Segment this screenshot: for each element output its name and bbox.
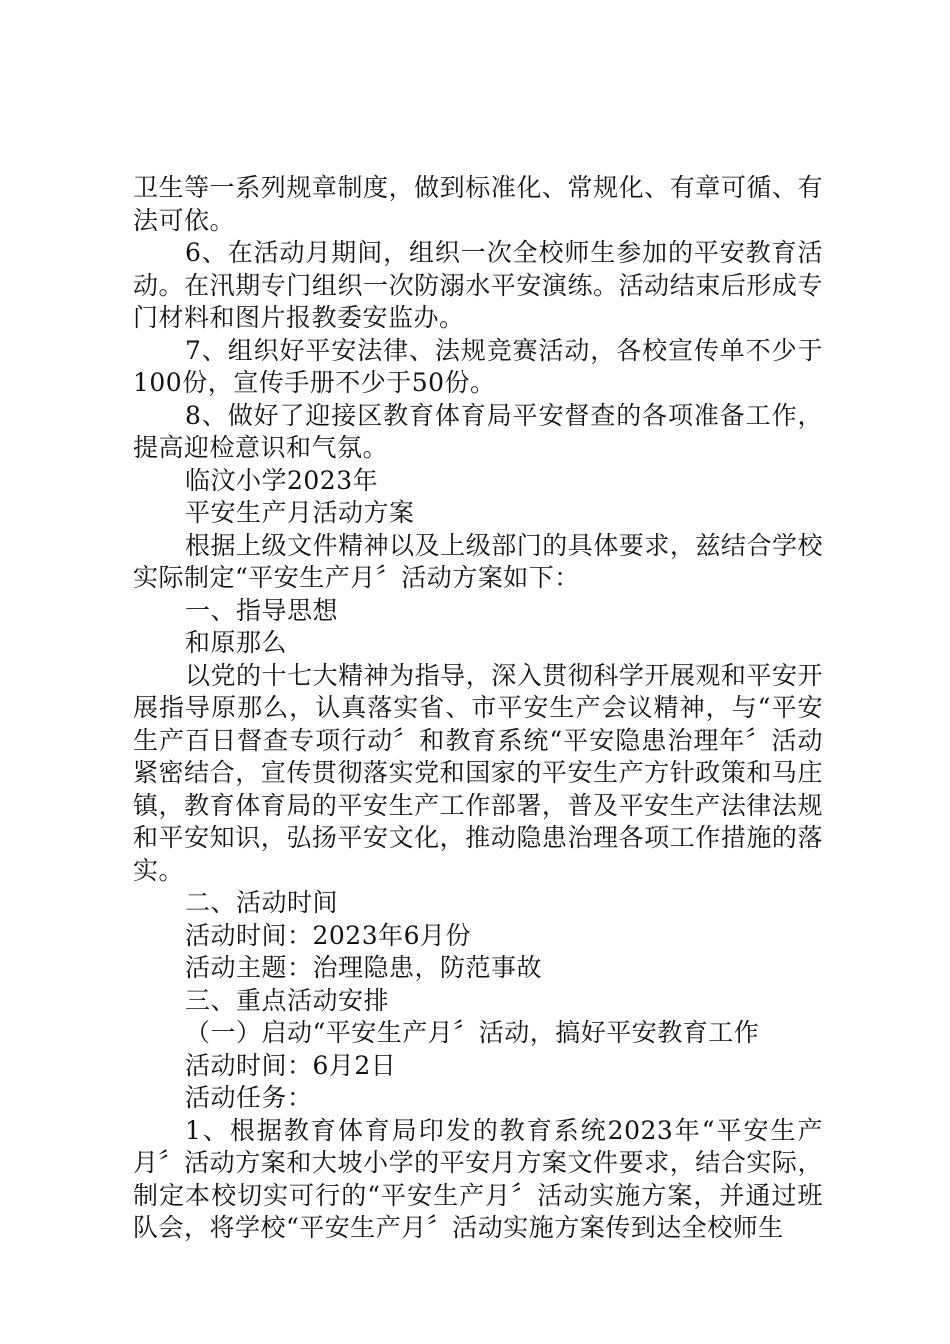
section-heading-principles: 和原那么	[185, 628, 288, 657]
paragraph-activity-time: 活动时间：2023年6月份	[185, 920, 472, 950]
subsection-heading-launch: （一）启动“平安生产月〞活动，搞好平安教育工作	[185, 1018, 760, 1047]
paragraph-tasks-label: 活动任务：	[185, 1083, 313, 1112]
document-title-plan: 平安生产月活动方案	[185, 498, 415, 527]
document-body	[133, 172, 823, 1245]
document-title-school: 临汶小学2023年	[185, 465, 379, 495]
paragraph-launch-time: 活动时间：6月2日	[185, 1050, 397, 1080]
section-heading-key-activities: 三、重点活动安排	[185, 985, 390, 1015]
section-heading-activity-time: 二、活动时间	[185, 888, 339, 917]
paragraph-item-6: 6、在活动月期间，组织一次全校师生参加的平安教育活动。在汛期专门组织一次防溺水平安演练。活动结束后形成专门材料和图片报教委安监办。	[133, 238, 823, 332]
section-heading-guiding-ideology: 一、指导思想	[185, 595, 339, 625]
paragraph-guiding-ideology: 以党的十七大精神为指导，深入贯彻科学开展观和平安开展指导原那么，认真落实省、市平安生产会议精神，与“平安生产百日督查专项行动〞和教育系统“平安隐患治理年〞活动紧密结合，宣传贯彻落实党和国家的平安生产方针政策和马庄镇，教育体育局的平安生产工作部署，普及平安生产法律法规和平安知识，弘扬平安文化，推动隐患治理各项工作措施的落实。	[133, 660, 823, 885]
paragraph-task-1: 1、根据教育体育局印发的教育系统2023年“平安生产月〞活动方案和大坡小学的平安月方案文件要求，结合实际，制定本校切实可行的“平安生产月〞活动实施方案，并通过班队会，将学校“平安生产月〞活动实施方案传到达全校师生	[133, 1115, 823, 1242]
paragraph-item-7: 7、组织好平安法律、法规竞赛活动，各校宣传单不少于100份，宣传手册不少于50份。	[133, 335, 823, 397]
paragraph-item-8: 8、做好了迎接区教育体育局平安督查的各项准备工作，提高迎检意识和气氛。	[133, 400, 823, 462]
paragraph-intro: 根据上级文件精神以及上级部门的具体要求，兹结合学校实际制定“平安生产月〞活动方案如下：	[133, 530, 823, 592]
paragraph-regulations-end: 卫生等一系列规章制度，做到标准化、常规化、有章可循、有法可依。	[133, 173, 823, 235]
paragraph-activity-theme: 活动主题：治理隐患，防范事故	[185, 953, 543, 982]
